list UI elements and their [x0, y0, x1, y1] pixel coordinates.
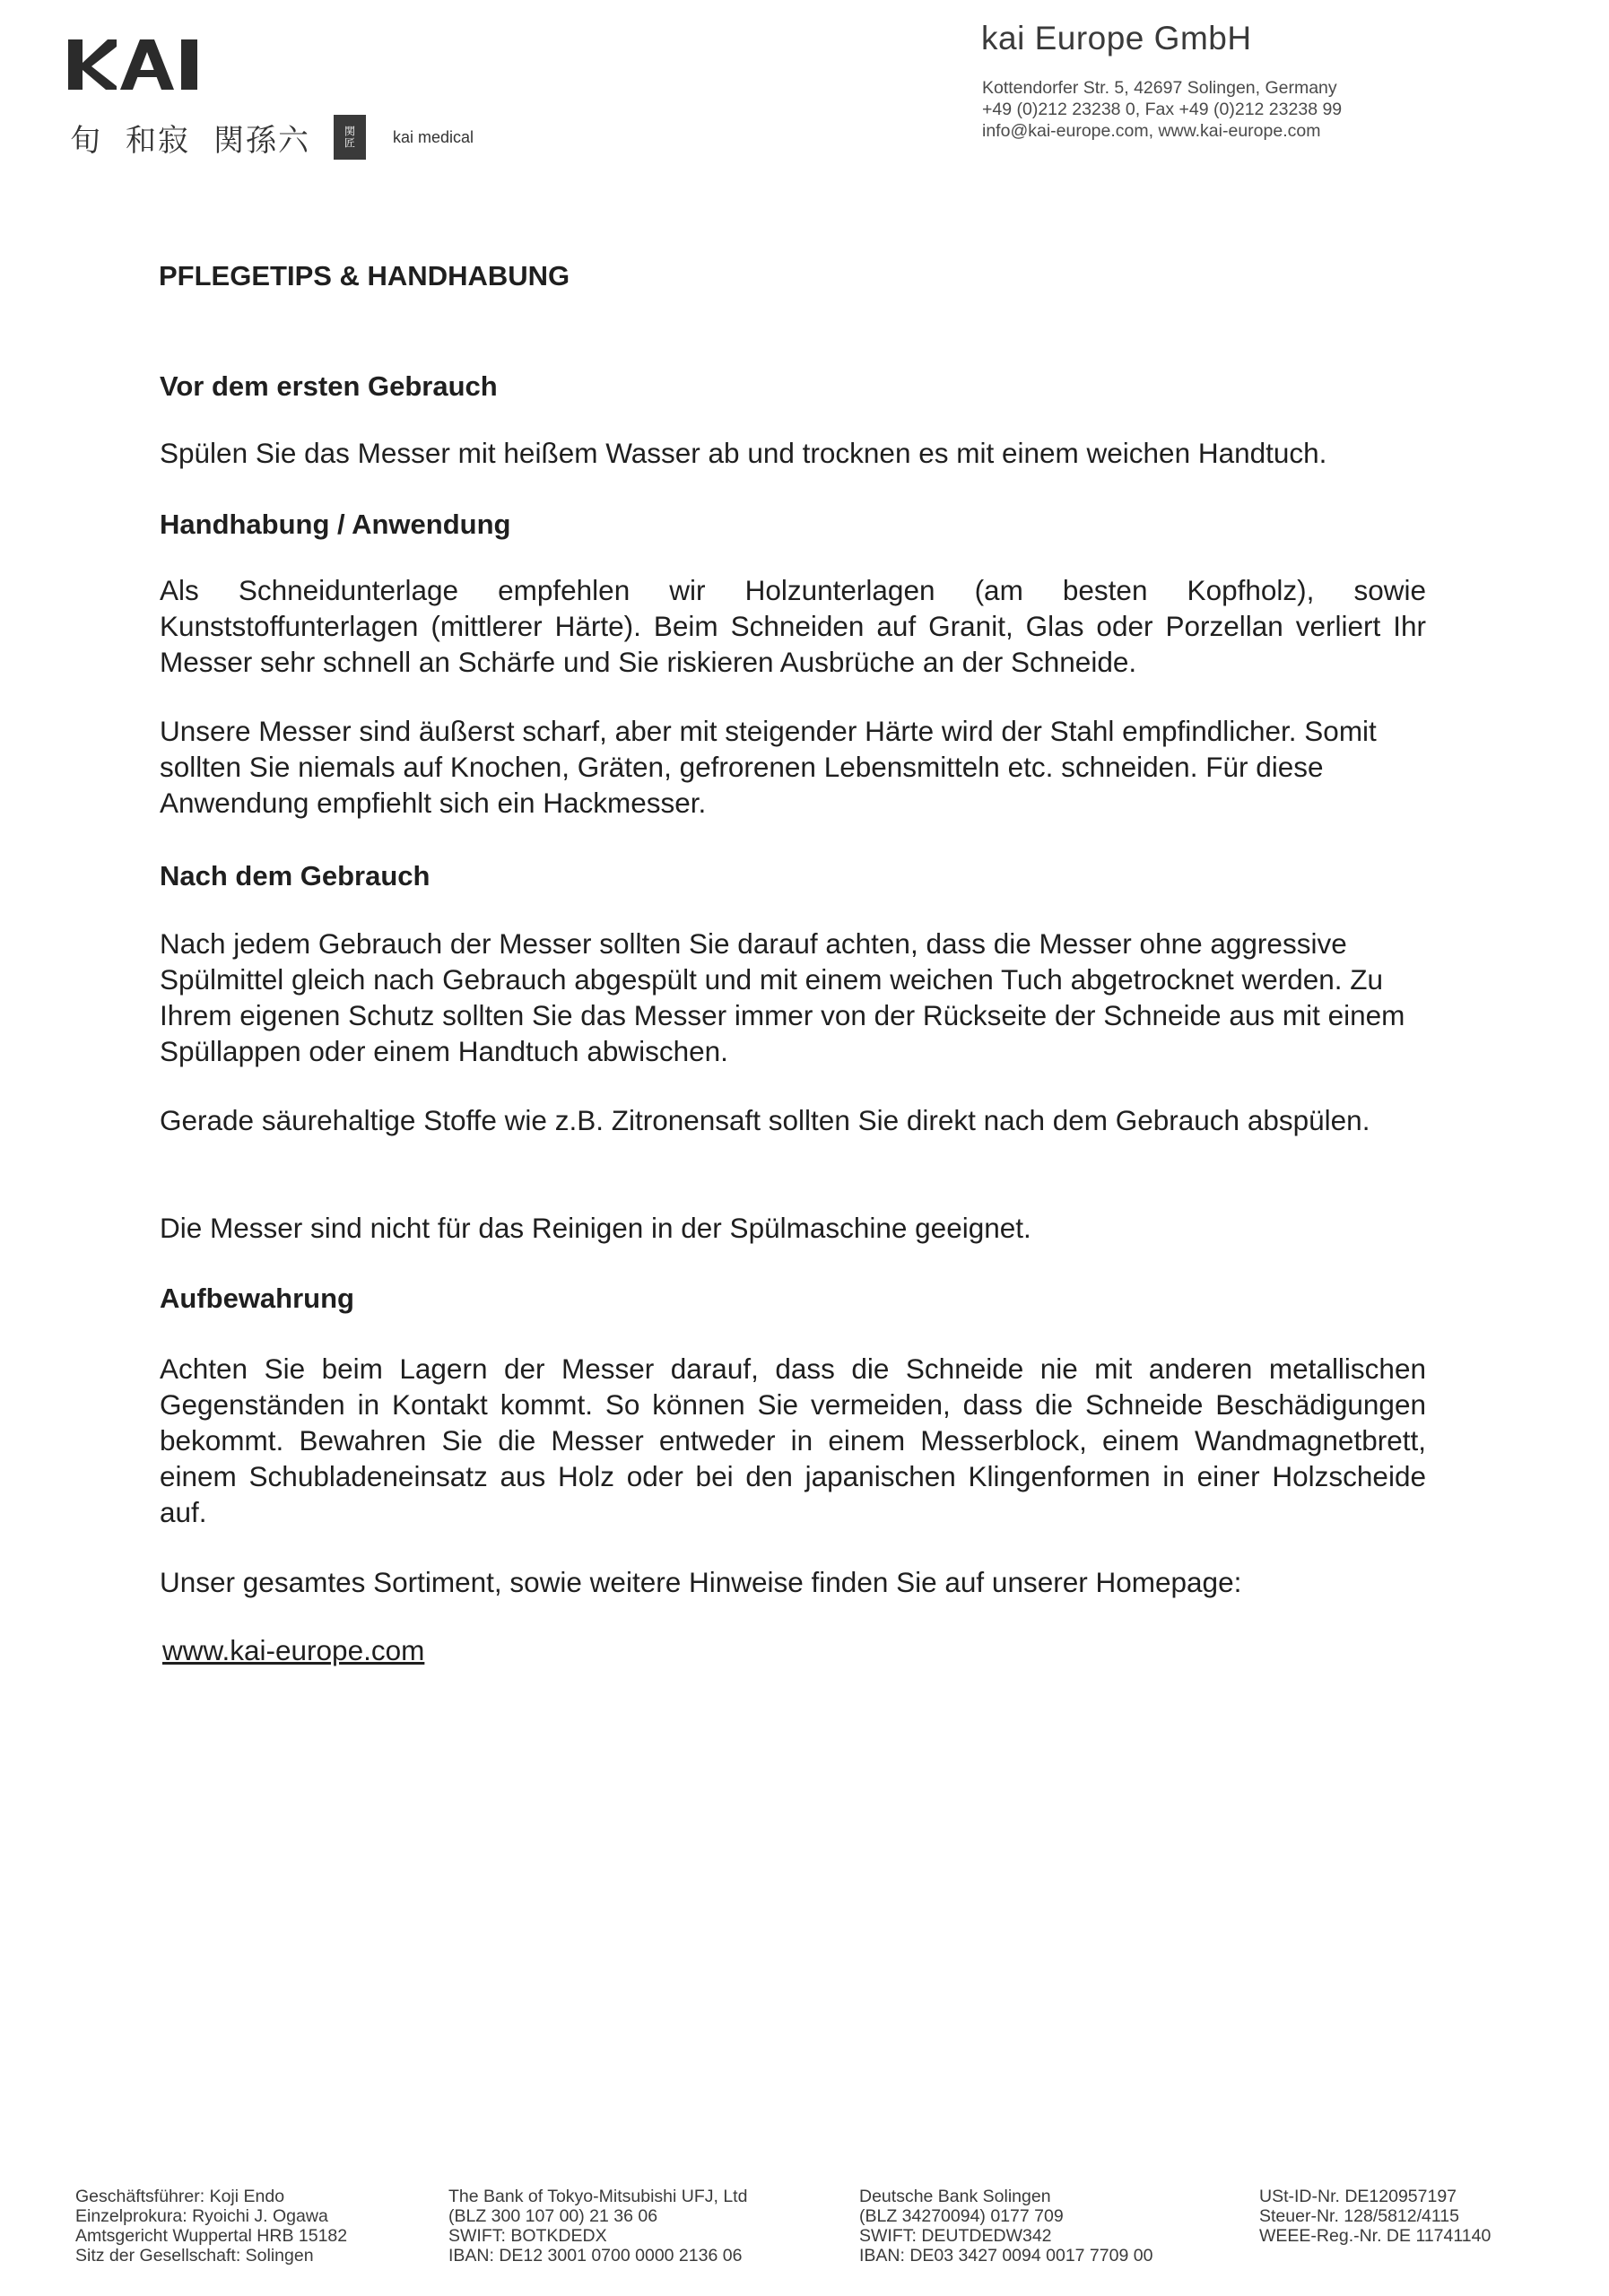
footer-line: SWIFT: DEUTDEDW342 — [859, 2226, 1052, 2246]
footer-line: Deutsche Bank Solingen — [859, 2187, 1051, 2206]
brand-seki-stamp-logo: 関匠 — [334, 115, 366, 160]
section-heading-storage: Aufbewahrung — [160, 1283, 354, 1314]
footer-management — [75, 2187, 347, 2266]
brand-wasabi-logo: 和寂 — [126, 122, 190, 159]
footer-line: IBAN: DE12 3001 0700 0000 2136 06 — [448, 2246, 743, 2266]
brand-kai-medical: kai medical — [393, 127, 474, 146]
company-name: kai Europe GmbH — [981, 20, 1252, 57]
footer-line: Sitz der Gesellschaft: Solingen — [75, 2246, 314, 2266]
company-address: Kottendorfer Str. 5, 42697 Solingen, Germany — [982, 78, 1337, 98]
paragraph-storage-2: Unser gesamtes Sortiment, sowie weitere Hinweise finden Sie auf unserer Homepage: — [160, 1566, 1242, 1598]
section-heading-after-use: Nach dem Gebrauch — [160, 860, 431, 891]
paragraph-after-use-1: Nach jedem Gebrauch der Messer sollten Sie darauf achten, dass die Messer ohne aggressive Spülmittel gleich nach Gebrauch abgespült und mit einem weichen Tuch abgetrocknet werden. Zu Ihrem eigenen Schutz sollten Sie das Messer immer von der Rückseite der Schneide aus mit einem Spüllappen oder einem Handtuch abwischen. — [160, 927, 1405, 1067]
brand-logos — [70, 115, 474, 160]
footer-line: Einzelprokura: Ryoichi J. Ogawa — [75, 2206, 328, 2226]
footer-line: (BLZ 300 107 00) 21 36 06 — [448, 2206, 658, 2226]
footer-line: Amtsgericht Wuppertal HRB 15182 — [75, 2226, 348, 2246]
footer-line: Steuer-Nr. 128/5812/4115 — [1259, 2206, 1459, 2226]
paragraph-first-use: Spülen Sie das Messer mit heißem Wasser ab und trocknen es mit einem weichen Handtuch. — [160, 437, 1327, 469]
footer-deutsche-bank — [859, 2187, 1152, 2266]
brand-shun-logo: 旬 — [70, 122, 102, 159]
paragraph-storage-1: Achten Sie beim Lagern der Messer darauf, dass die Schneide nie mit anderen metallischen Gegenständen in Kontakt kommt. So können Sie vermeiden, dass die Schneide Beschädigungen bekommt. Bewahren Sie die Messer entweder in einem Messerblock, einem Wandmagnetbrett, einem Schubladeneinsatz aus Holz oder bei den japanischen Klingenformen in einer Holzscheide auf. — [160, 1352, 1426, 1528]
brand-sekimagoroku-logo: 関孫六 — [213, 122, 310, 159]
website-link[interactable]: www.kai-europe.com — [162, 1634, 425, 1666]
footer-line: IBAN: DE03 3427 0094 0017 7709 00 — [859, 2246, 1153, 2266]
footer-tax-ids — [1259, 2187, 1491, 2246]
paragraph-handling-2: Unsere Messer sind äußerst scharf, aber mit steigender Härte wird der Stahl empfindlicher. Somit sollten Sie niemals auf Knochen, Gräten, gefrorenen Lebensmitteln etc. schneiden. Für diese Anwendung empfiehlt sich ein Hackmesser. — [160, 715, 1377, 819]
section-heading-first-use: Vor dem ersten Gebrauch — [160, 370, 498, 402]
footer-bank-tokyo — [448, 2187, 747, 2266]
company-email-web: info@kai-europe.com, www.kai-europe.com — [982, 121, 1321, 141]
document-title: PFLEGETIPS & HANDHABUNG — [159, 260, 570, 291]
footer-line: (BLZ 34270094) 0177 709 — [859, 2206, 1064, 2226]
footer-line: Geschäftsführer: Koji Endo — [75, 2187, 285, 2206]
footer-line: WEEE-Reg.-Nr. DE 11741140 — [1259, 2226, 1492, 2246]
kai-logo — [68, 36, 201, 93]
footer-line: SWIFT: BOTKDEDX — [448, 2226, 607, 2246]
paragraph-handling-1: Als Schneidunterlage empfehlen wir Holzunterlagen (am besten Kopfholz), sowie Kunststoffunterlagen (mittlerer Härte). Beim Schneiden auf Granit, Glas oder Porzellan verliert Ihr Messer sehr schnell an Schärfe und Sie riskieren Ausbrüche an der Schneide. — [160, 574, 1426, 678]
section-heading-handling: Handhabung / Anwendung — [160, 509, 511, 540]
footer-line: USt-ID-Nr. DE120957197 — [1259, 2187, 1457, 2206]
footer-line: The Bank of Tokyo-Mitsubishi UFJ, Ltd — [448, 2187, 748, 2206]
kai-logo-mark — [68, 36, 201, 93]
paragraph-after-use-3: Die Messer sind nicht für das Reinigen in der Spülmaschine geeignet. — [160, 1212, 1031, 1244]
company-phone-fax: +49 (0)212 23238 0, Fax +49 (0)212 23238 99 — [982, 100, 1343, 119]
paragraph-after-use-2: Gerade säurehaltige Stoffe wie z.B. Zitronensaft sollten Sie direkt nach dem Gebrauch abspülen. — [160, 1104, 1370, 1136]
